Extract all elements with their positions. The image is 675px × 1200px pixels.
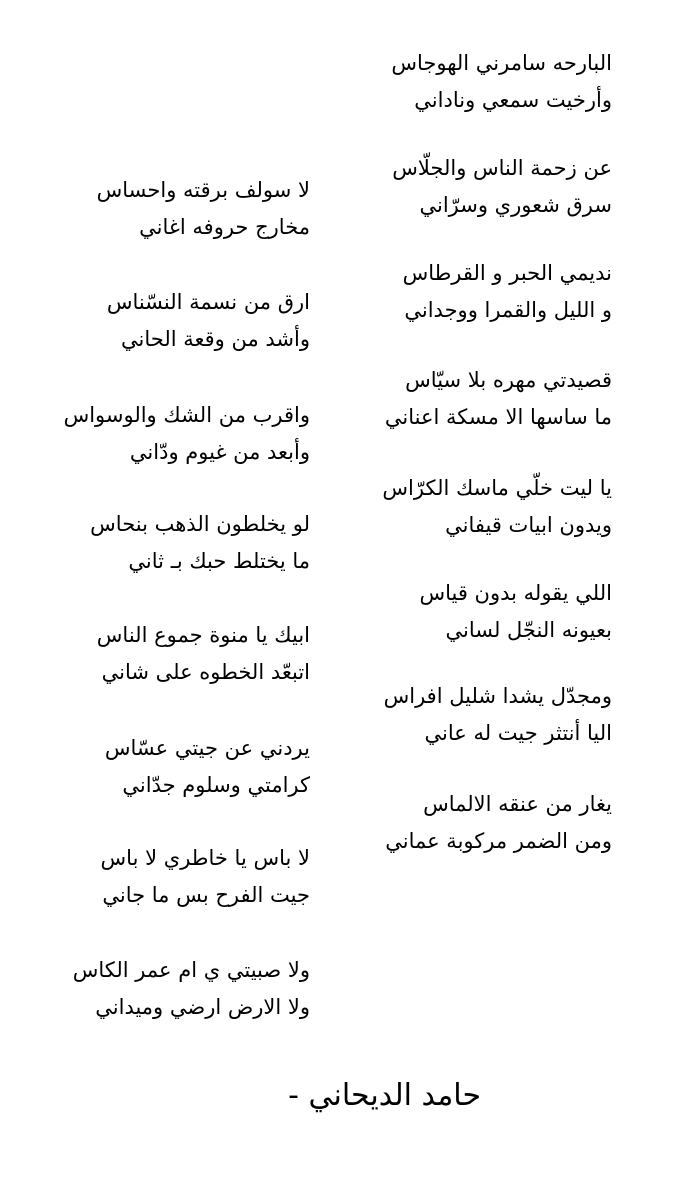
verse-line: وأرخيت سمعي وناداني xyxy=(414,88,612,112)
verse-line: وأشد من وقعة الحاني xyxy=(121,327,310,351)
verse-line: ومجدّل يشدا شليل افراس xyxy=(383,684,612,708)
verse-line: كرامتي وسلوم جدّاني xyxy=(122,773,310,797)
verse-line: اليا أنتثر جيت له عاني xyxy=(424,721,612,745)
stanza-left-1 xyxy=(97,172,310,246)
verse-line: بعيونه النجّل لساني xyxy=(445,618,612,642)
verse-line: و الليل والقمرا ووجداني xyxy=(404,298,612,322)
stanza-right-1 xyxy=(391,45,612,119)
verse-line: ما يختلط حبك بـ ثاني xyxy=(128,549,310,573)
verse-line: مخارج حروفه اغاني xyxy=(139,215,310,239)
stanza-left-8 xyxy=(73,952,310,1026)
stanza-right-5 xyxy=(382,470,612,544)
verse-line: لا سولف برقته واحساس xyxy=(96,178,310,202)
verse-line: وأبعد من غيوم ودّاني xyxy=(129,440,310,464)
verse-line: ويدون ابيات قيفاني xyxy=(445,513,612,537)
verse-line: ومن الضمر مركوبة عماني xyxy=(385,829,612,853)
stanza-left-3 xyxy=(64,397,310,471)
verse-line: ولا الارض ارضي وميداني xyxy=(95,995,310,1019)
verse-line: يا ليت خلّي ماسك الكرّاس xyxy=(382,476,612,500)
poet-signature: حامد الديحاني - xyxy=(288,1078,481,1113)
verse-line: سرق شعوري وسرّاني xyxy=(419,193,612,217)
stanza-left-6 xyxy=(105,730,310,804)
verse-line: قصيدتي مهره بلا سيّاس xyxy=(405,368,612,392)
verse-line: لو يخلطون الذهب بنحاس xyxy=(90,512,310,536)
verse-line: عن زحمة الناس والجلّاس xyxy=(392,156,612,180)
stanza-right-4 xyxy=(385,362,612,436)
verse-line: ما ساسها الا مسكة اعناني xyxy=(384,405,612,429)
stanza-left-4 xyxy=(90,506,310,580)
verse-line: جيت الفرح بس ما جاني xyxy=(102,883,310,907)
stanza-right-7 xyxy=(384,678,612,752)
stanza-left-5 xyxy=(97,617,310,691)
verse-line: نديمي الحبر و القرطاس xyxy=(402,261,612,285)
stanza-left-7 xyxy=(101,840,310,914)
verse-line: البارحه سامرني الهوجاس xyxy=(391,51,612,75)
verse-line: واقرب من الشك والوسواس xyxy=(63,403,310,427)
verse-line: اللي يقوله بدون قياس xyxy=(419,581,612,605)
verse-line: يغار من عنقه الالماس xyxy=(423,792,612,816)
stanza-right-2 xyxy=(392,150,612,224)
stanza-right-3 xyxy=(403,255,612,329)
stanza-right-6 xyxy=(419,575,612,649)
verse-line: لا باس يا خاطري لا باس xyxy=(100,846,310,870)
verse-line: يردني عن جيتي عسّاس xyxy=(104,736,310,760)
verse-line: اتبعّد الخطوه على شاني xyxy=(101,660,310,684)
verse-line: ابيك يا منوة جموع الناس xyxy=(96,623,310,647)
verse-line: ارق من نسمة النسّناس xyxy=(106,290,310,314)
stanza-left-2 xyxy=(107,284,310,358)
verse-line: ولا صبيتي ي ام عمر الكاس xyxy=(72,958,310,982)
stanza-right-8 xyxy=(385,786,612,860)
